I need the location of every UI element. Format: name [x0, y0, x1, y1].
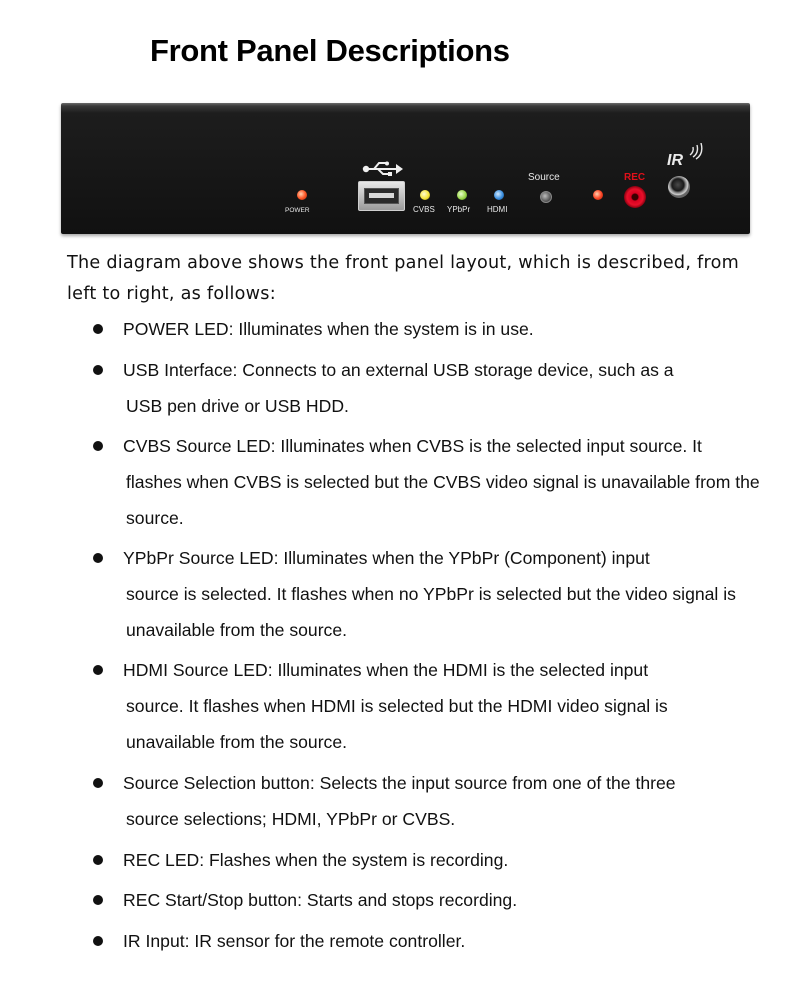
item-text: REC LED: Flashes when the system is recording. — [123, 850, 509, 870]
bullet-icon — [93, 895, 103, 905]
rec-label: REC — [624, 172, 646, 183]
item-text: YPbPr Source LED: Illuminates when the YPbPr (Component) input — [123, 548, 650, 568]
hdmi-label: HDMI — [487, 205, 508, 214]
list-item — [123, 311, 778, 347]
bullet-icon — [93, 553, 103, 563]
item-text-continued: source. It flashes when HDMI is selected but the HDMI video signal is unavailable from the source. — [126, 696, 668, 752]
list-item — [123, 882, 778, 918]
list-item — [123, 765, 778, 837]
bullet-icon — [93, 855, 103, 865]
list-item — [123, 352, 778, 424]
source-button[interactable] — [540, 191, 552, 203]
item-text: CVBS Source LED: Illuminates when CVBS is the selected input source. It — [123, 436, 702, 456]
cvbs-label: CVBS — [413, 205, 435, 214]
ir-label: IR — [667, 152, 683, 169]
device-front-panel — [61, 103, 750, 234]
bullet-icon — [93, 324, 103, 334]
ypbpr-led — [457, 190, 467, 200]
item-text-continued: source selections; HDMI, YPbPr or CVBS. — [126, 809, 456, 829]
power-label: POWER — [285, 207, 310, 214]
item-text: USB Interface: Connects to an external USB storage device, such as a — [123, 360, 674, 380]
bullet-icon — [93, 778, 103, 788]
bullet-icon — [93, 665, 103, 675]
hdmi-led — [494, 190, 504, 200]
source-label: Source — [528, 172, 560, 183]
bullet-icon — [93, 936, 103, 946]
ir-sensor — [668, 176, 690, 198]
power-led — [297, 190, 307, 200]
item-text-continued: flashes when CVBS is selected but the CVBS video signal is unavailable from the source. — [126, 472, 760, 528]
bullet-icon — [93, 365, 103, 375]
item-text-continued: source is selected. It flashes when no YPbPr is selected but the video signal is unavailable from the source. — [126, 584, 736, 640]
usb-port[interactable] — [358, 181, 405, 211]
page-title: Front Panel Descriptions — [150, 33, 510, 68]
item-text-continued: USB pen drive or USB HDD. — [126, 396, 349, 416]
list-item — [123, 842, 778, 878]
intro-text: The diagram above shows the front panel layout, which is described, from left to right, as follows: — [67, 253, 739, 304]
rec-button[interactable] — [624, 186, 646, 208]
item-text: Source Selection button: Selects the input source from one of the three — [123, 773, 676, 793]
item-text: REC Start/Stop button: Starts and stops recording. — [123, 890, 518, 910]
list-item — [123, 923, 778, 959]
list-item — [123, 652, 778, 760]
ypbpr-label: YPbPr — [447, 205, 471, 214]
usb-icon — [362, 161, 404, 177]
list-item — [123, 540, 778, 648]
rec-led — [593, 190, 603, 200]
bullet-icon — [93, 441, 103, 451]
item-text: HDMI Source LED: Illuminates when the HDMI is the selected input — [123, 660, 649, 680]
item-text: IR Input: IR sensor for the remote controller. — [123, 931, 466, 951]
ir-waves-icon — [688, 143, 708, 163]
cvbs-led — [420, 190, 430, 200]
item-text: POWER LED: Illuminates when the system is in use. — [123, 319, 534, 339]
list-item — [123, 428, 778, 536]
